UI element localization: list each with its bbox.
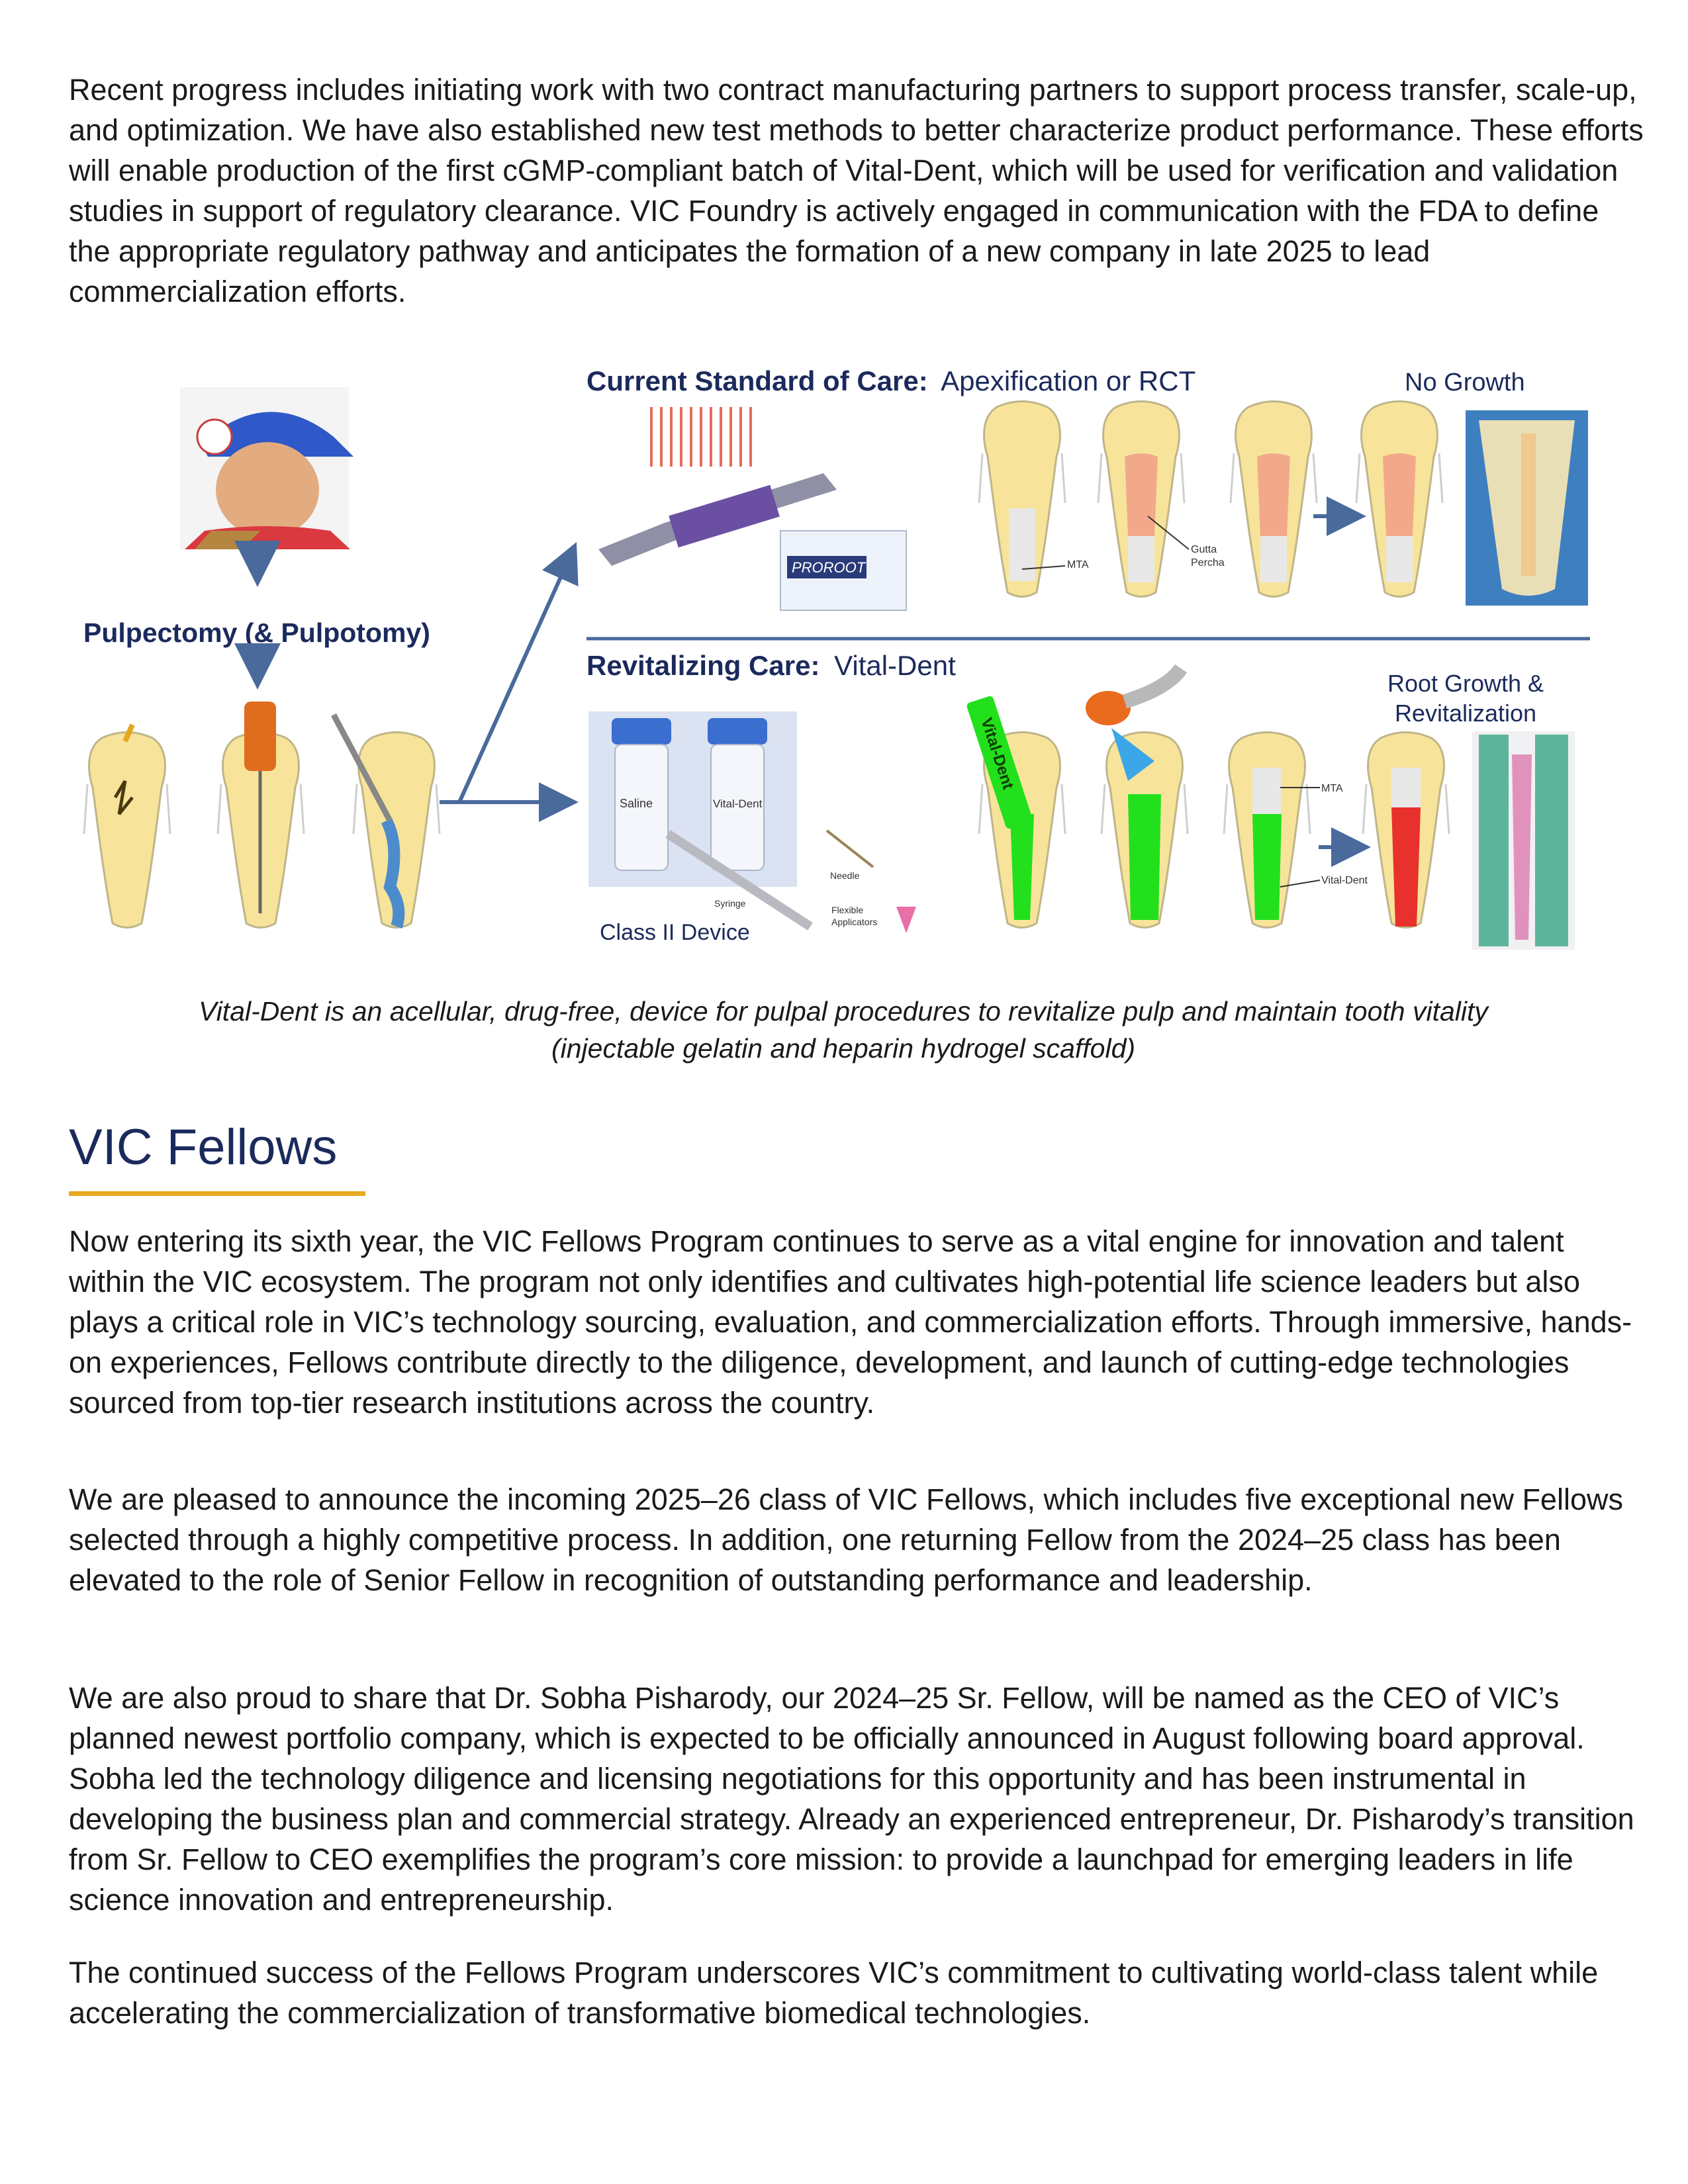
caption-line-1: Vital-Dent is an acellular, drug-free, device for pulpal procedures to revitalize pulp and maintain tooth vitality bbox=[199, 996, 1488, 1026]
flexible-label-2: Applicators bbox=[831, 917, 878, 927]
vial-saline-label: Saline bbox=[620, 797, 653, 810]
fellows-paragraph-2: We are pleased to announce the incoming 2025–26 class of VIC Fellows, which includes five exceptional new Fellows selected through a highly competitive process. In addition, one returning Fellow from the 2024–25 class has been elevated to the role of Senior Fellow in recognition of outstanding performance and leadership. bbox=[69, 1482, 1623, 1597]
root-growth-label-1: Root Growth & bbox=[1387, 670, 1544, 697]
intro-paragraph: Recent progress includes initiating work with two contract manufacturing partners to support process transfer, scale-up, and optimization. We have also established new test methods to better characterize product performance. These efforts will enable production of the first cGMP-compliant batch of Vital-Dent, which will be used for verification and validation studies in support of regulatory clearance. VIC Foundry is actively engaged in communication with the FDA to define the appropriate regulatory pathway and anticipates the formation of a new company in late 2025 to lead commercialization efforts. bbox=[69, 73, 1644, 308]
sc-tooth-1 bbox=[979, 402, 1089, 597]
needle-icon bbox=[827, 831, 873, 867]
fellows-paragraph-3: We are also proud to share that Dr. Sobha Pisharody, our 2024–25 Sr. Fellow, will be named as the CEO of VIC’s planned newest portfolio company, which is expected to be officially announced in August following board approval. Sobha led the technology diligence and licensing negotiations for this opportunity and has been instrumental in developing the business plan and commercial strategy. Already an experienced entrepreneur, Dr. Pisharody’s transition from Sr. Fellow to CEO exemplifies the program’s core mission: to provide a launchpad for emerging leaders in life science innovation and entrepreneurship. bbox=[69, 1681, 1634, 1917]
tooth-trauma bbox=[84, 725, 170, 928]
gutta-percha-points bbox=[651, 407, 751, 467]
face-icon bbox=[216, 442, 319, 537]
applicator-text: Vital-Dent bbox=[977, 715, 1017, 792]
revitalizing-rest: Vital-Dent bbox=[834, 650, 956, 681]
rc-tooth-2 bbox=[1086, 668, 1188, 928]
needle-label: Needle bbox=[830, 870, 860, 881]
caption-line-2: (injectable gelatin and heparin hydrogel scaffold) bbox=[551, 1033, 1136, 1064]
figure-caption bbox=[69, 993, 1618, 1067]
section-title-underline bbox=[69, 1191, 365, 1196]
current-care-rest: Apexification or RCT bbox=[941, 365, 1196, 396]
fellows-paragraph-4: The continued success of the Fellows Program underscores VIC’s commitment to cultivating world-class talent while accelerating the commercialization of transformative biomedical technologies. bbox=[69, 1956, 1599, 2030]
flexible-label-1: Flexible bbox=[831, 905, 864, 915]
current-care-heading bbox=[586, 365, 1196, 396]
vital-dent-diagram bbox=[69, 357, 1624, 979]
mta-label-2: MTA bbox=[1321, 783, 1343, 794]
baseball-icon bbox=[197, 420, 232, 454]
arrow-to-standard-care bbox=[459, 549, 573, 802]
proroot-box bbox=[780, 531, 906, 610]
proroot-text: PROROOT bbox=[792, 559, 866, 576]
sc-tooth-3 bbox=[1231, 402, 1317, 597]
revitalizing-heading bbox=[586, 650, 956, 681]
sc-tooth-2 bbox=[1098, 402, 1225, 597]
no-growth-label: No Growth bbox=[1405, 369, 1525, 396]
revitalizing-bold: Revitalizing Care: bbox=[586, 650, 820, 681]
rc-tooth-3 bbox=[1224, 733, 1368, 928]
mta-label: MTA bbox=[1067, 559, 1089, 570]
section-title: VIC Fellows bbox=[69, 1119, 338, 1175]
vial-cap-icon bbox=[612, 718, 671, 745]
applicator-icon bbox=[896, 907, 916, 933]
syringe-label: Syringe bbox=[714, 898, 746, 909]
fellows-paragraph-1: Now entering its sixth year, the VIC Fellows Program continues to serve as a vital engine for innovation and talent within the VIC ecosystem. The program not only identifies and cultivates high-potential life science leaders but also plays a critical role in VIC’s technology sourcing, evaluation, and commercialization efforts. Through immersive, hands-on experiences, Fellows contribute directly to the diligence, development, and launch of cutting-edge technologies sourced from top-tier research institutions across the country. bbox=[69, 1224, 1632, 1420]
vial-cap-icon bbox=[708, 718, 767, 745]
gutta-label-2: Percha bbox=[1191, 557, 1225, 569]
pulpectomy-label: Pulpectomy (& Pulpotomy) bbox=[83, 617, 430, 648]
needle-and-applicators bbox=[827, 831, 916, 933]
vital-dent-label: Vital-Dent bbox=[1321, 875, 1368, 886]
child-photo bbox=[180, 387, 353, 549]
vial-vital-dent-label: Vital-Dent bbox=[713, 797, 763, 810]
gutta-label-1: Gutta bbox=[1191, 544, 1217, 555]
vital-dent-figure bbox=[69, 357, 1624, 979]
root-growth-label-2: Revitalization bbox=[1394, 700, 1537, 727]
tooth-blue-injection bbox=[334, 715, 440, 928]
class-device-label: Class II Device bbox=[600, 920, 750, 945]
rc-tooth-4 bbox=[1363, 733, 1449, 928]
tooth-pulpectomy-instrument bbox=[218, 702, 304, 928]
rc-tooth-1 bbox=[966, 695, 1065, 927]
sc-tooth-4 bbox=[1356, 402, 1442, 597]
file-handle-icon bbox=[244, 702, 276, 771]
current-care-bold: Current Standard of Care: bbox=[586, 365, 928, 396]
no-growth-photo bbox=[1466, 410, 1588, 606]
vials-photo bbox=[588, 711, 810, 945]
histology-photo bbox=[1472, 731, 1575, 950]
